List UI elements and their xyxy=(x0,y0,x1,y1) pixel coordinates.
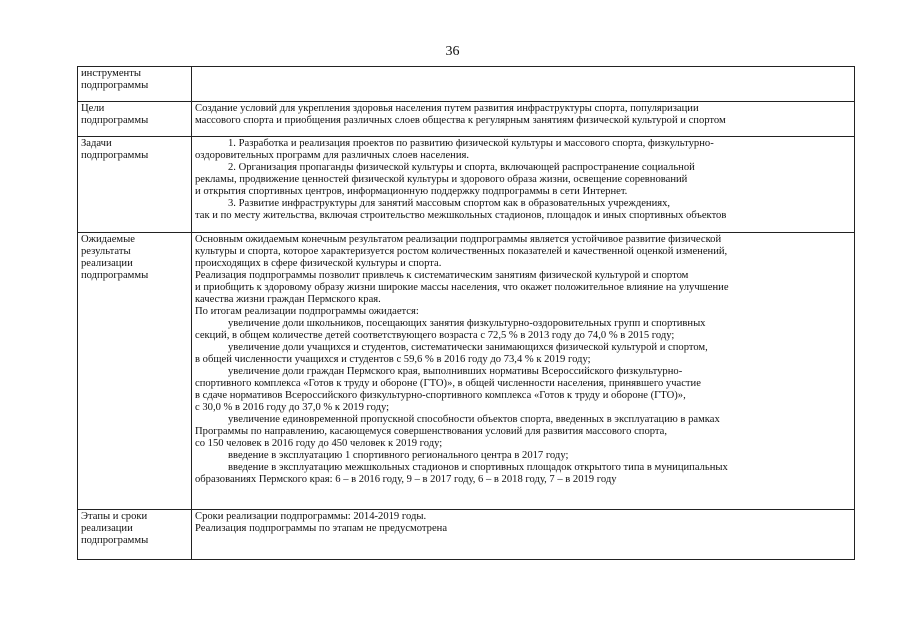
row-results xyxy=(78,233,855,510)
text-line: Ожидаемые xyxy=(81,234,135,245)
text-line: 1. Разработка и реализация проектов по развитию физической культуры и массового спорта, физкультурно- xyxy=(228,138,714,149)
text-line: секций, в общем количестве детей соответствующего возраста с 72,5 % в 2013 году до 74,0 % в 2015 году; xyxy=(195,330,675,341)
text-line: Сроки реализации подпрограммы: 2014-2019 годы. xyxy=(195,511,427,522)
text-line: Реализация подпрограммы позволит привлечь к систематическим занятиям физической культурой и спортом xyxy=(195,270,689,281)
text-line: введение в эксплуатацию межшкольных стадионов и спортивных площадок открытого типа в муниципальных xyxy=(228,462,728,473)
text-line: введение в эксплуатацию 1 спортивного регионального центра в 2017 году; xyxy=(228,450,569,461)
text-line: Программы по направлению, касающемуся совершенствования условий для развития массового спорта, xyxy=(195,426,668,437)
text-line: По итогам реализации подпрограммы ожидается: xyxy=(195,306,419,317)
text-line: увеличение единовременной пропускной способности объектов спорта, введенных в эксплуатацию в рамках xyxy=(228,414,720,425)
subprogram-passport-table xyxy=(77,66,855,560)
text-line: Цели xyxy=(81,103,105,114)
row-content xyxy=(192,67,855,102)
row-label xyxy=(78,510,192,560)
text-line: Этапы и сроки xyxy=(81,511,148,522)
text-line: и открытия спортивных центров, информационную поддержку подпрограммы в сети Интернет. xyxy=(195,186,628,197)
text-line: Задачи xyxy=(81,138,112,149)
row-label xyxy=(78,67,192,102)
text-line: в сдаче нормативов Всероссийского физкультурно-спортивного комплекса «Готов к труду и обороне (ГТО)», xyxy=(195,390,686,401)
text-line: с 30,0 % в 2016 году до 37,0 % к 2019 году; xyxy=(195,402,390,413)
text-line: результаты xyxy=(81,246,131,257)
text-line: реализации xyxy=(81,258,133,269)
text-line: увеличение доли граждан Пермского края, выполнивших нормативы Всероссийского физкультурно- xyxy=(228,366,683,377)
text-line: рекламы, продвижение ценностей физической культуры и здорового образа жизни, освещение соревнований xyxy=(195,174,688,185)
text-line: подпрограммы xyxy=(81,270,149,281)
row-content xyxy=(192,510,855,560)
text-line: в общей численности учащихся и студентов с 59,6 % в 2016 году до 73,4 % к 2019 году; xyxy=(195,354,591,365)
text-line: 2. Организация пропаганды физической культуры и спорта, включающей распространение социальной xyxy=(228,162,695,173)
text-line: подпрограммы xyxy=(81,80,149,91)
row-tools xyxy=(78,67,855,102)
row-label xyxy=(78,137,192,233)
text-line: культуры и спорта, которое характеризуется ростом количественных показателей и качественной оценкой изменений, xyxy=(195,246,728,257)
text-line: происходящих в сфере физической культуры и спорта. xyxy=(195,258,442,269)
row-label xyxy=(78,102,192,137)
text-line: спортивного комплекса «Готов к труду и обороне (ГТО)», в общей численности населения, принявшего участие xyxy=(195,378,701,389)
row-stages xyxy=(78,510,855,560)
text-line: и приобщить к здоровому образу жизни широкие массы населения, что окажет положительное влияние на улучшение xyxy=(195,282,729,293)
text-line: Реализация подпрограммы по этапам не предусмотрена xyxy=(195,523,448,534)
row-content xyxy=(192,233,855,510)
text-line: 3. Развитие инфраструктуры для занятий массовым спортом как в образовательных учреждениях, xyxy=(228,198,671,209)
text-line: оздоровительных программ для различных слоев населения. xyxy=(195,150,470,161)
text-line: инструменты xyxy=(81,68,141,79)
row-content xyxy=(192,137,855,233)
text-line: со 150 человек в 2016 году до 450 человек к 2019 году; xyxy=(195,438,443,449)
row-goals xyxy=(78,102,855,137)
text-line: Создание условий для укрепления здоровья населения путем развития инфраструктуры спорта, популяризации xyxy=(195,103,699,114)
text-line: Основным ожидаемым конечным результатом реализации подпрограммы является устойчивое развитие физической xyxy=(195,234,722,245)
text-line: увеличение доли учащихся и студентов, систематически занимающихся физической культурой и спортом, xyxy=(228,342,708,353)
text-line: образованиях Пермского края: 6 – в 2016 году, 9 – в 2017 году, 6 – в 2018 году, 7 – в 2019 году xyxy=(195,474,617,485)
row-tasks xyxy=(78,137,855,233)
text-line: так и по месту жительства, включая строительство межшкольных стадионов, площадок и иных спортивных объектов xyxy=(195,210,727,221)
text-line: подпрограммы xyxy=(81,150,149,161)
page-number: 36 xyxy=(445,44,460,59)
text-line: подпрограммы xyxy=(81,115,149,126)
row-label xyxy=(78,233,192,510)
row-content xyxy=(192,102,855,137)
text-line: подпрограммы xyxy=(81,535,149,546)
text-line: качества жизни граждан Пермского края. xyxy=(195,294,381,305)
text-line: реализации xyxy=(81,523,133,534)
text-line: массового спорта и приобщения различных слоев общества к регулярным занятиям физической культурой и спортом xyxy=(195,115,726,126)
text-line: увеличение доли школьников, посещающих занятия физкультурно-оздоровительных групп и спортивных xyxy=(228,318,706,329)
